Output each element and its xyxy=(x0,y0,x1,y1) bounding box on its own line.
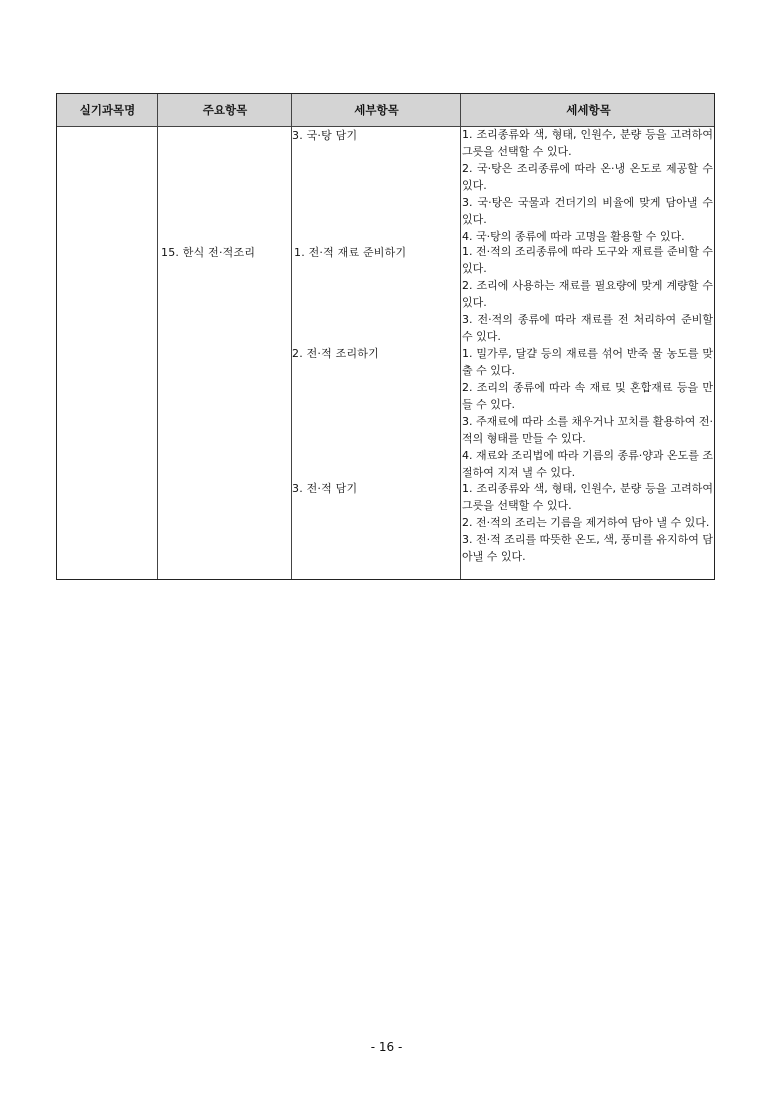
detail-group xyxy=(462,345,713,481)
header-main-item: 주요항목 xyxy=(202,103,248,117)
detail-item: 4. 재료와 조리법에 따라 기름의 종류·양과 온도를 조절하여 지져 낼 수 있다. xyxy=(462,449,713,479)
header-subject: 실기과목명 xyxy=(79,103,136,117)
detail-group xyxy=(462,126,713,245)
column-divider xyxy=(157,94,158,579)
sub-item-cell: 3. 국·탕 담기 xyxy=(292,129,358,142)
sub-item-cell: 2. 전·적 조리하기 xyxy=(292,347,379,360)
page-number: - 16 - xyxy=(370,1040,403,1054)
column-divider xyxy=(460,94,461,579)
column-divider xyxy=(291,94,292,579)
detail-item: 1. 조리종류와 색, 형태, 인원수, 분량 등을 고려하여 그릇을 선택할 수 있다. xyxy=(462,482,713,512)
detail-item: 2. 국·탕은 조리종류에 따라 온·냉 온도로 제공할 수 있다. xyxy=(462,162,713,192)
detail-item: 3. 국·탕은 국물과 건더기의 비율에 맞게 담아낼 수 있다. xyxy=(462,196,713,226)
detail-item: 3. 전·적 조리를 따뜻한 온도, 색, 풍미를 유지하여 담아낼 수 있다. xyxy=(462,533,713,563)
detail-group xyxy=(462,243,713,345)
table-header xyxy=(57,94,714,127)
detail-item: 2. 조리에 사용하는 재료를 필요량에 맞게 계량할 수 있다. xyxy=(462,279,713,309)
main-item-cell: 15. 한식 전·적조리 xyxy=(161,246,256,259)
sub-item-cell: 1. 전·적 재료 준비하기 xyxy=(294,246,407,259)
detail-item: 1. 조리종류와 색, 형태, 인원수, 분량 등을 고려하여 그릇을 선택할 수 있다. xyxy=(462,128,713,158)
detail-item: 3. 전·적의 종류에 따라 재료를 전 처리하여 준비할 수 있다. xyxy=(462,313,713,343)
detail-group xyxy=(462,480,713,565)
syllabus-table xyxy=(56,93,715,580)
detail-item: 1. 전·적의 조리종류에 따라 도구와 재료를 준비할 수 있다. xyxy=(462,245,713,275)
header-sub-item: 세부항목 xyxy=(354,103,399,117)
detail-item: 2. 전·적의 조리는 기름을 제거하여 담아 낼 수 있다. xyxy=(462,516,710,529)
detail-item: 4. 국·탕의 종류에 따라 고명을 활용할 수 있다. xyxy=(462,230,685,243)
sub-item-cell: 3. 전·적 담기 xyxy=(292,482,358,495)
header-detail-item: 세세항목 xyxy=(566,103,611,117)
detail-item: 3. 주재료에 따라 소를 채우거나 꼬치를 활용하여 전·적의 형태를 만들 수 있다. xyxy=(462,415,713,445)
detail-item: 1. 밀가루, 달걀 등의 재료를 섞어 반죽 물 농도를 맞출 수 있다. xyxy=(462,347,713,377)
detail-item: 2. 조리의 종류에 따라 속 재료 및 혼합재료 등을 만들 수 있다. xyxy=(462,381,713,411)
